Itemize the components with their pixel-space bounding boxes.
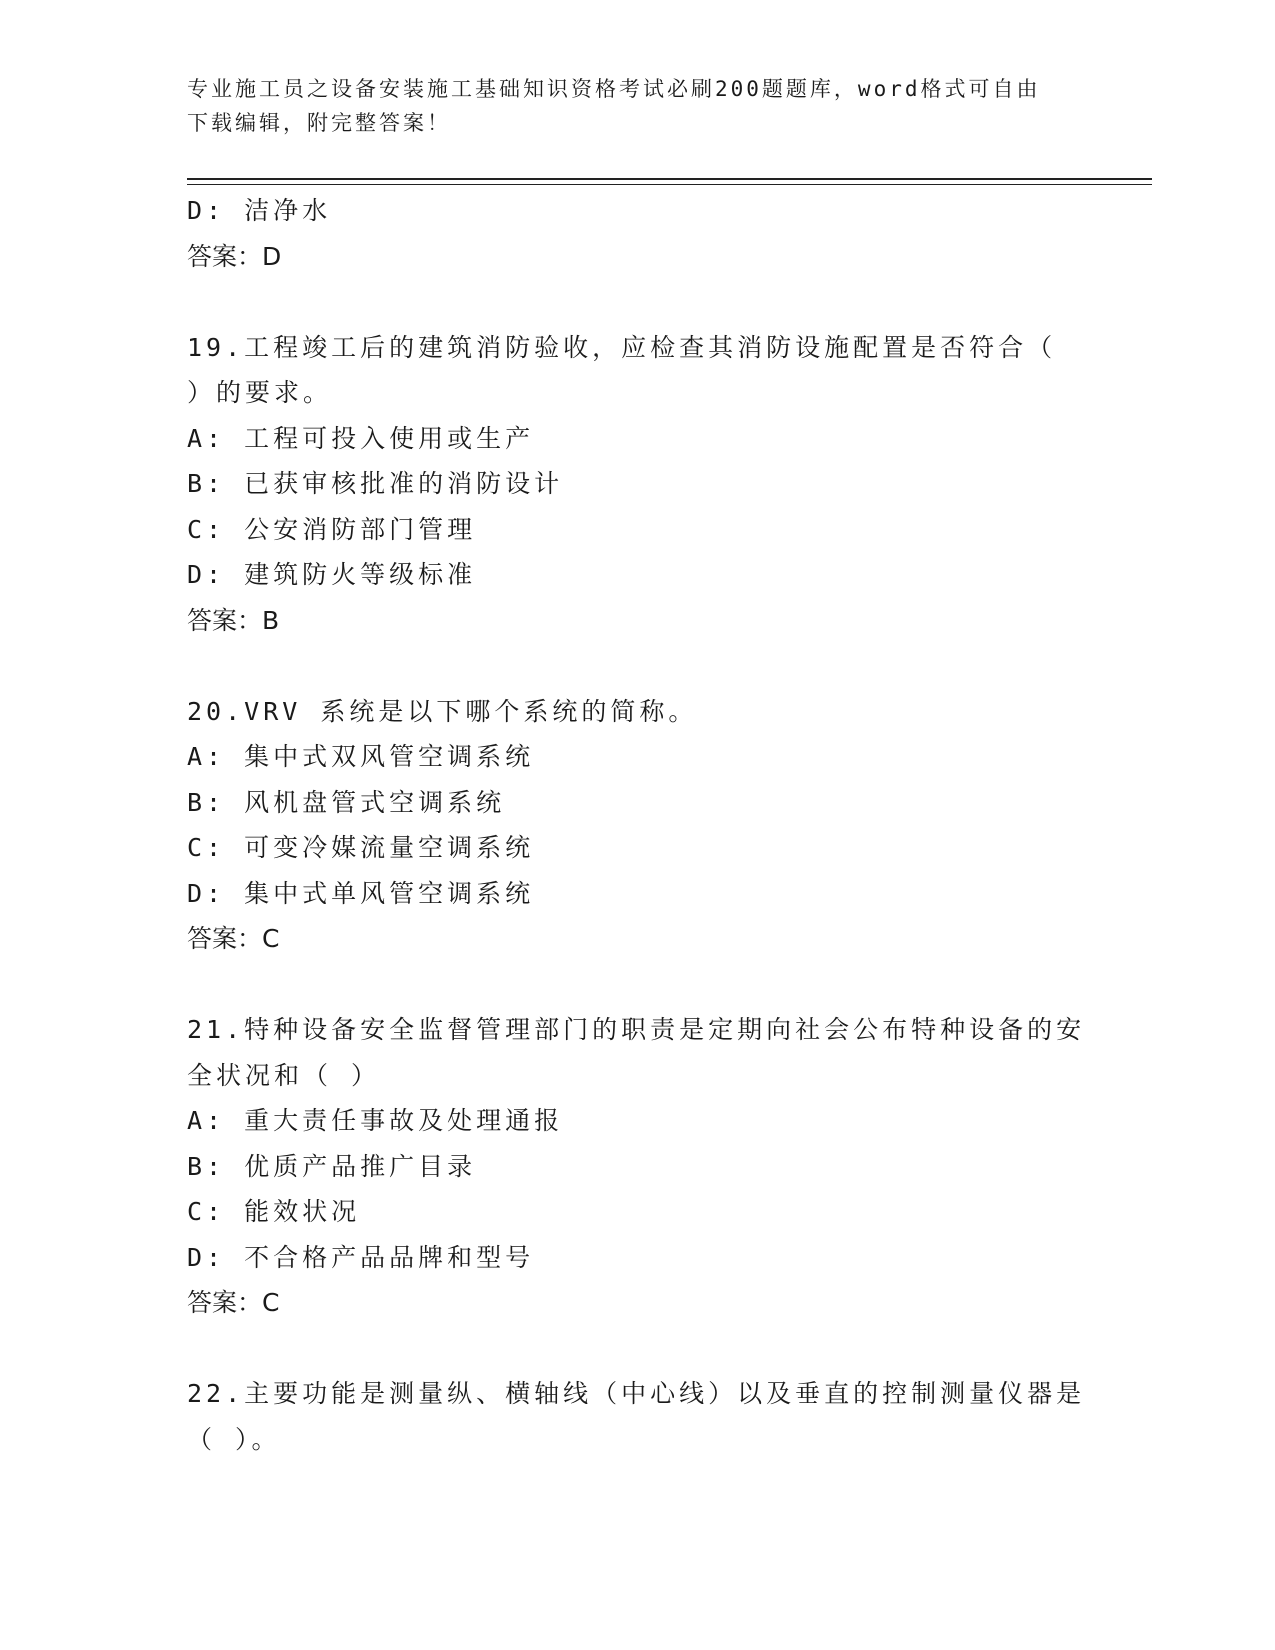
question-20	[187, 689, 1087, 962]
option-b: B: 风机盘管式空调系统	[187, 787, 506, 817]
question-text-continued: 全状况和（ ）	[187, 1060, 381, 1090]
question-text: 22.主要功能是测量纵、横轴线（中心线）以及垂直的控制测量仪器是	[187, 1379, 1086, 1408]
header-divider-thin	[187, 184, 1152, 185]
question-18-tail	[187, 188, 1087, 279]
answer-line: 答案：B	[187, 605, 280, 635]
option-c: C: 公安消防部门管理	[187, 514, 477, 544]
option-d: D: 洁净水	[187, 196, 332, 225]
option-d: D: 不合格产品品牌和型号	[187, 1242, 535, 1272]
question-22	[187, 1371, 1087, 1462]
question-text: 20.VRV 系统是以下哪个系统的简称。	[187, 696, 698, 726]
question-19	[187, 325, 1087, 644]
option-a: A: 重大责任事故及处理通报	[187, 1106, 564, 1135]
document-header	[187, 72, 1087, 140]
option-d: D: 集中式单风管空调系统	[187, 878, 535, 908]
header-title-line-1: 专业施工员之设备安装施工基础知识资格考试必刷200题题库，word格式可自由	[187, 77, 1041, 101]
spacer	[187, 643, 1087, 689]
spacer	[187, 279, 1087, 325]
question-text: 19.工程竣工后的建筑消防验收，应检查其消防设施配置是否符合（	[187, 332, 1057, 362]
option-d: D: 建筑防火等级标准	[187, 560, 477, 589]
answer-line: 答案：C	[187, 1288, 280, 1317]
answer-line: 答案：D	[187, 241, 282, 271]
spacer	[187, 962, 1087, 1008]
question-list	[187, 188, 1087, 1462]
header-divider-thick	[187, 178, 1152, 180]
option-b: B: 优质产品推广目录	[187, 1151, 477, 1181]
question-text-continued: （ ）。	[187, 1424, 281, 1454]
question-text-continued: ）的要求。	[187, 378, 333, 407]
option-a: A: 集中式双风管空调系统	[187, 742, 535, 771]
option-c: C: 能效状况	[187, 1197, 361, 1226]
spacer	[187, 1326, 1087, 1372]
option-b: B: 已获审核批准的消防设计	[187, 469, 564, 498]
option-c: C: 可变冷媒流量空调系统	[187, 833, 535, 862]
answer-line: 答案：C	[187, 924, 280, 953]
question-text: 21.特种设备安全监督管理部门的职责是定期向社会公布特种设备的安	[187, 1015, 1086, 1044]
header-title-line-2: 下载编辑，附完整答案！	[187, 111, 451, 135]
question-21	[187, 1007, 1087, 1326]
option-a: A: 工程可投入使用或生产	[187, 423, 535, 453]
